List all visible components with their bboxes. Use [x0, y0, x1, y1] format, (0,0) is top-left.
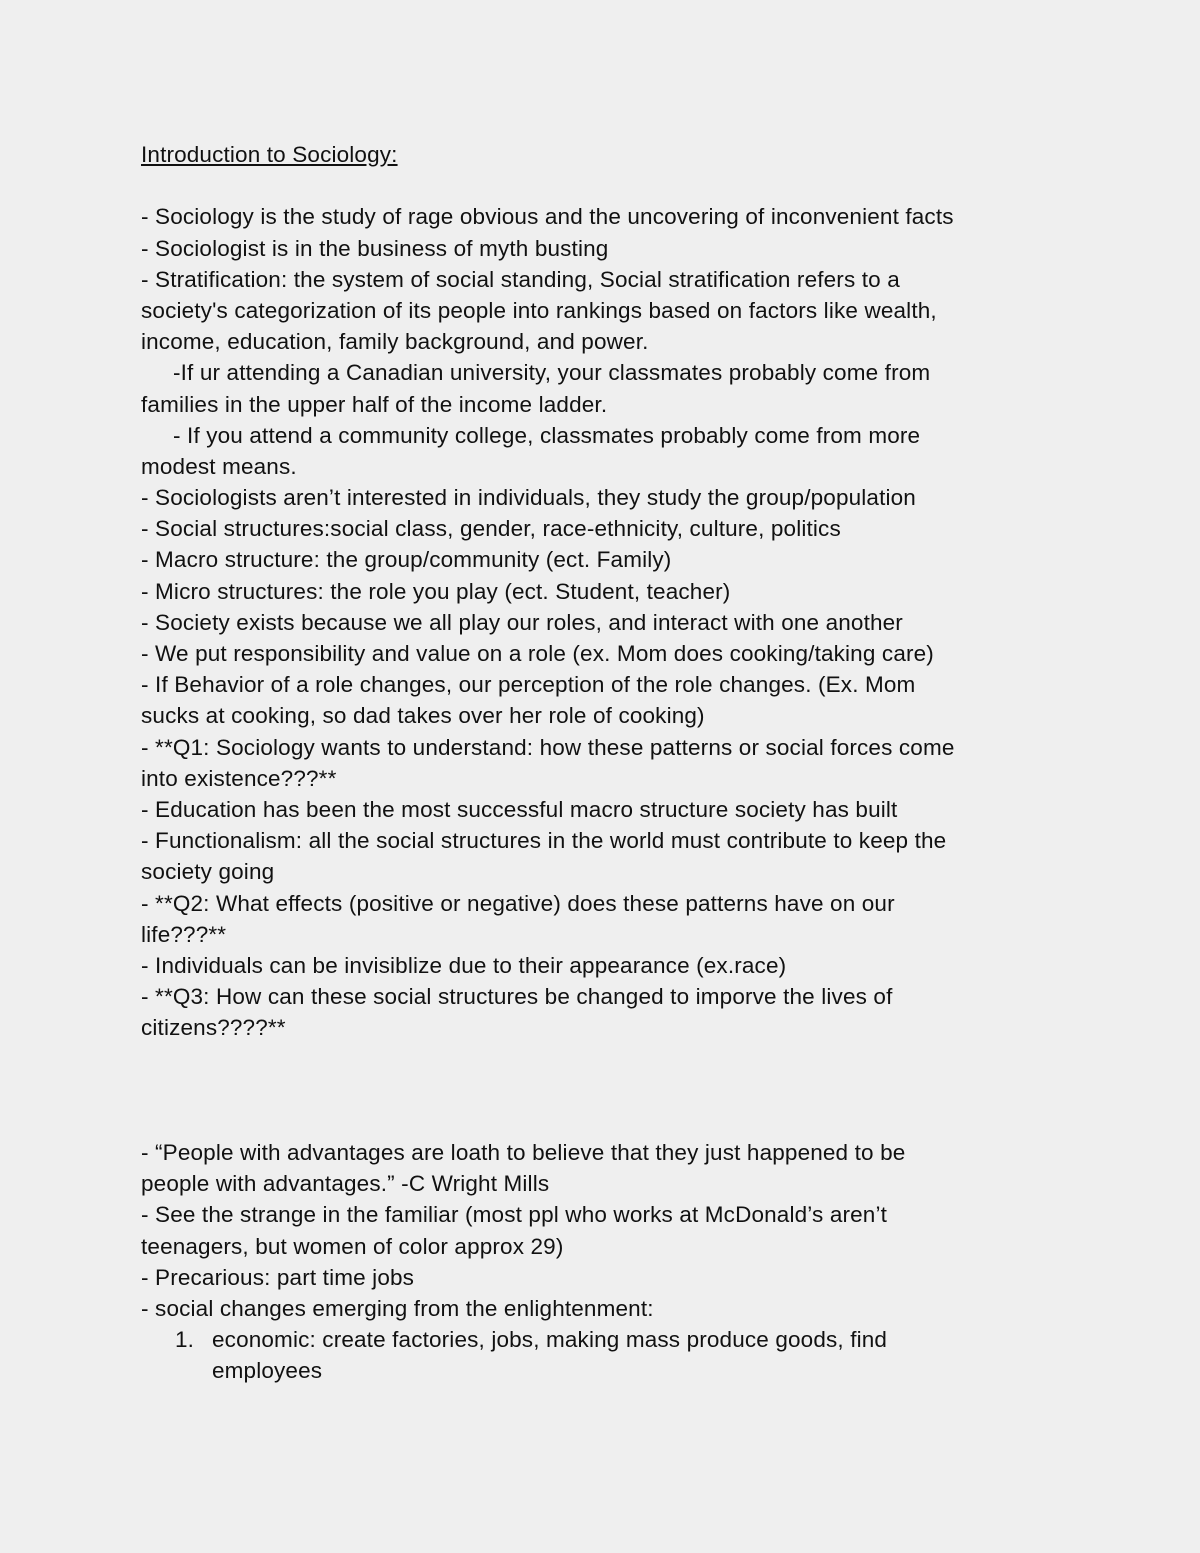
- blank-line: [141, 1043, 1061, 1074]
- blank-line: [141, 1075, 1061, 1106]
- note-line: - Social structures:social class, gender, race-ethnicity, culture, politics: [141, 516, 841, 542]
- numbered-list-item-continuation: [141, 1355, 1061, 1386]
- note-line: income, education, family background, and power.: [141, 329, 649, 355]
- numbered-list-item: [141, 1324, 1061, 1355]
- note-line: - Sociologists aren’t interested in individuals, they study the group/population: [141, 485, 916, 511]
- note-line: - Sociologist is in the business of myth busting: [141, 235, 609, 261]
- notes-body: [141, 139, 1061, 1387]
- list-item-text: employees: [212, 1358, 323, 1384]
- note-line: - **Q1: Sociology wants to understand: how these patterns or social forces come: [141, 734, 955, 760]
- note-line: modest means.: [141, 453, 297, 479]
- note-line: - If Behavior of a role changes, our perception of the role changes. (Ex. Mom: [141, 672, 916, 698]
- blank-line: [141, 1106, 1061, 1137]
- note-line: people with advantages.” -C Wright Mills: [141, 1171, 550, 1197]
- page-title: Introduction to Sociology:: [141, 142, 398, 167]
- note-line: - **Q3: How can these social structures be changed to imporve the lives of: [141, 984, 893, 1010]
- blank-line: [141, 170, 1061, 201]
- note-line: life???**: [141, 921, 227, 947]
- note-line: citizens????**: [141, 1015, 286, 1041]
- note-line: - Individuals can be invisiblize due to their appearance (ex.race): [141, 952, 787, 978]
- note-line: - “People with advantages are loath to believe that they just happened to be: [141, 1140, 906, 1165]
- note-line: - social changes emerging from the enlightenment:: [141, 1295, 654, 1321]
- note-line: teenagers, but women of color approx 29): [141, 1233, 564, 1259]
- note-line: - **Q2: What effects (positive or negative) does these patterns have on our: [141, 890, 895, 916]
- note-line: - Society exists because we all play our roles, and interact with one another: [141, 609, 903, 635]
- list-number: 1.: [175, 1327, 195, 1353]
- note-line-indented: - If you attend a community college, classmates probably come from more: [173, 422, 921, 448]
- note-line: - Sociology is the study of rage obvious and the uncovering of inconvenient facts: [141, 204, 954, 230]
- note-line: - Micro structures: the role you play (ect. Student, teacher): [141, 578, 731, 604]
- note-line: into existence???**: [141, 765, 337, 791]
- list-number-spacer: [141, 1355, 212, 1386]
- note-line: - Functionalism: all the social structures in the world must contribute to keep the: [141, 828, 947, 854]
- note-line: - Education has been the most successful macro structure society has built: [141, 796, 898, 822]
- note-line: - Macro structure: the group/community (ect. Family): [141, 547, 672, 573]
- note-line: families in the upper half of the income ladder.: [141, 391, 608, 417]
- list-item-text: economic: create factories, jobs, making mass produce goods, find: [212, 1327, 888, 1353]
- note-line: - See the strange in the familiar (most ppl who works at McDonald’s aren’t: [141, 1202, 888, 1228]
- note-line: sucks at cooking, so dad takes over her role of cooking): [141, 703, 705, 729]
- note-line: - Stratification: the system of social standing, Social stratification refers to a: [141, 266, 900, 292]
- note-line: - We put responsibility and value on a role (ex. Mom does cooking/taking care): [141, 641, 934, 666]
- note-line: society going: [141, 859, 275, 885]
- note-line: - Precarious: part time jobs: [141, 1264, 415, 1290]
- note-line-indented: -If ur attending a Canadian university, your classmates probably come from: [173, 360, 931, 386]
- note-line: society's categorization of its people into rankings based on factors like wealth,: [141, 297, 937, 323]
